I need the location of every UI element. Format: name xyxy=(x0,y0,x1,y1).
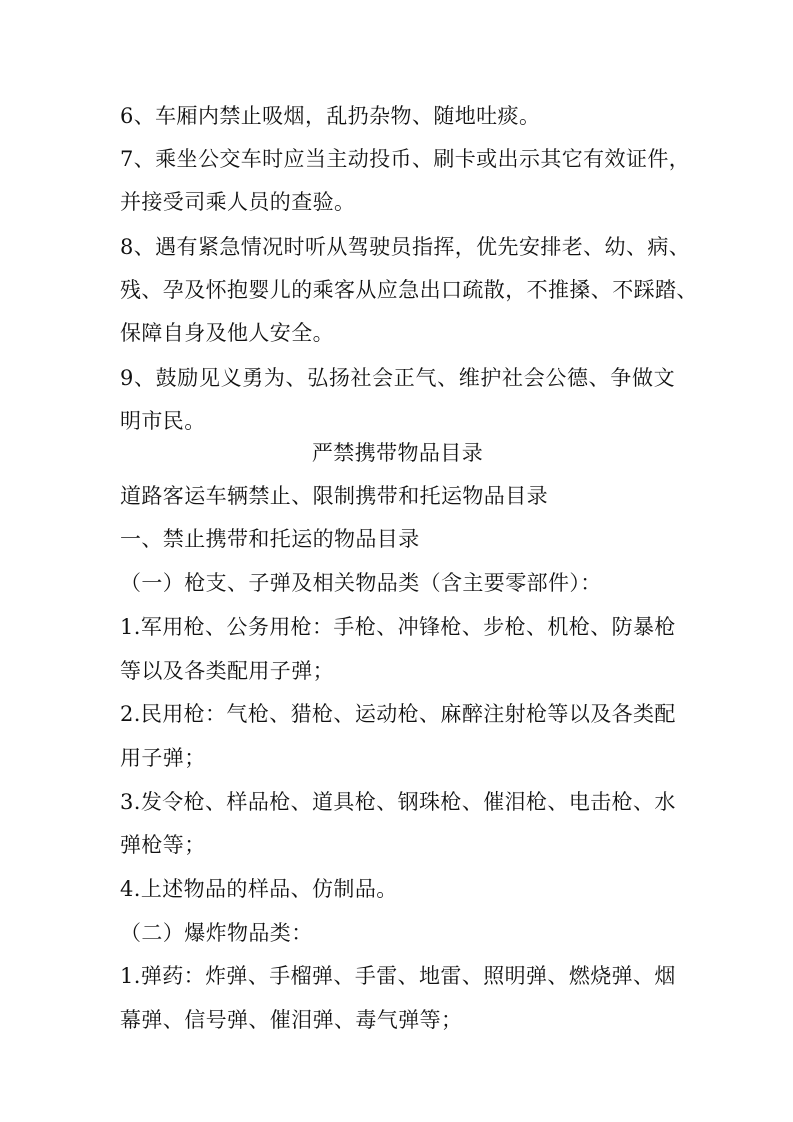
firearms-item-2-line-2: 用子弹； xyxy=(120,746,206,770)
category-firearms-heading: （一）枪支、子弹及相关物品类（含主要零部件）： xyxy=(120,571,602,595)
firearms-item-2-line-1: 2.民用枪：气枪、猎枪、运动枪、麻醉注射枪等以及各类配 xyxy=(120,702,676,726)
firearms-item-1-line-2: 等以及各类配用子弹； xyxy=(120,659,334,683)
firearms-item-3-line-2: 弹枪等； xyxy=(120,833,206,857)
catalog-part-one-heading: 一、禁止携带和托运的物品目录 xyxy=(120,527,420,551)
explosives-item-1-line-1: 1.弹药：炸弹、手榴弹、手雷、地雷、照明弹、燃烧弹、烟 xyxy=(120,964,676,988)
rule-8-text-line-2: 残、孕及怀抱婴儿的乘客从应急出口疏散，不推搡、不踩踏、 xyxy=(120,278,698,302)
rule-9-text-line-1: 9、鼓励见义勇为、弘扬社会正气、维护社会公德、争做文 xyxy=(120,366,675,390)
explosives-item-1-line-2: 幕弹、信号弹、催泪弹、毒气弹等； xyxy=(120,1008,463,1032)
rule-7-text-line-1: 7、乘坐公交车时应当主动投币、刷卡或出示其它有效证件， xyxy=(120,147,691,171)
category-explosives-heading: （二）爆炸物品类： xyxy=(120,921,313,945)
rule-6-text: 6、车厢内禁止吸烟，乱扔杂物、随地吐痰。 xyxy=(120,104,541,128)
firearms-item-4: 4.上述物品的样品、仿制品。 xyxy=(120,877,398,901)
section-heading: 严禁携带物品目录 xyxy=(311,441,484,465)
firearms-item-3-line-1: 3.发令枪、样品枪、道具枪、钢珠枪、催泪枪、电击枪、水 xyxy=(120,790,676,814)
rule-8-text-line-1: 8、遇有紧急情况时听从驾驶员指挥，优先安排老、幼、病、 xyxy=(120,235,691,259)
firearms-item-1-line-1: 1.军用枪、公务用枪：手枪、冲锋枪、步枪、机枪、防暴枪 xyxy=(120,615,676,639)
rule-9-text-line-2: 明市民。 xyxy=(120,409,206,433)
rule-8-text-line-3: 保障自身及他人安全。 xyxy=(120,321,334,345)
catalog-title: 道路客运车辆禁止、限制携带和托运物品目录 xyxy=(120,484,548,508)
rule-7-text-line-2: 并接受司乘人员的查验。 xyxy=(120,190,356,214)
